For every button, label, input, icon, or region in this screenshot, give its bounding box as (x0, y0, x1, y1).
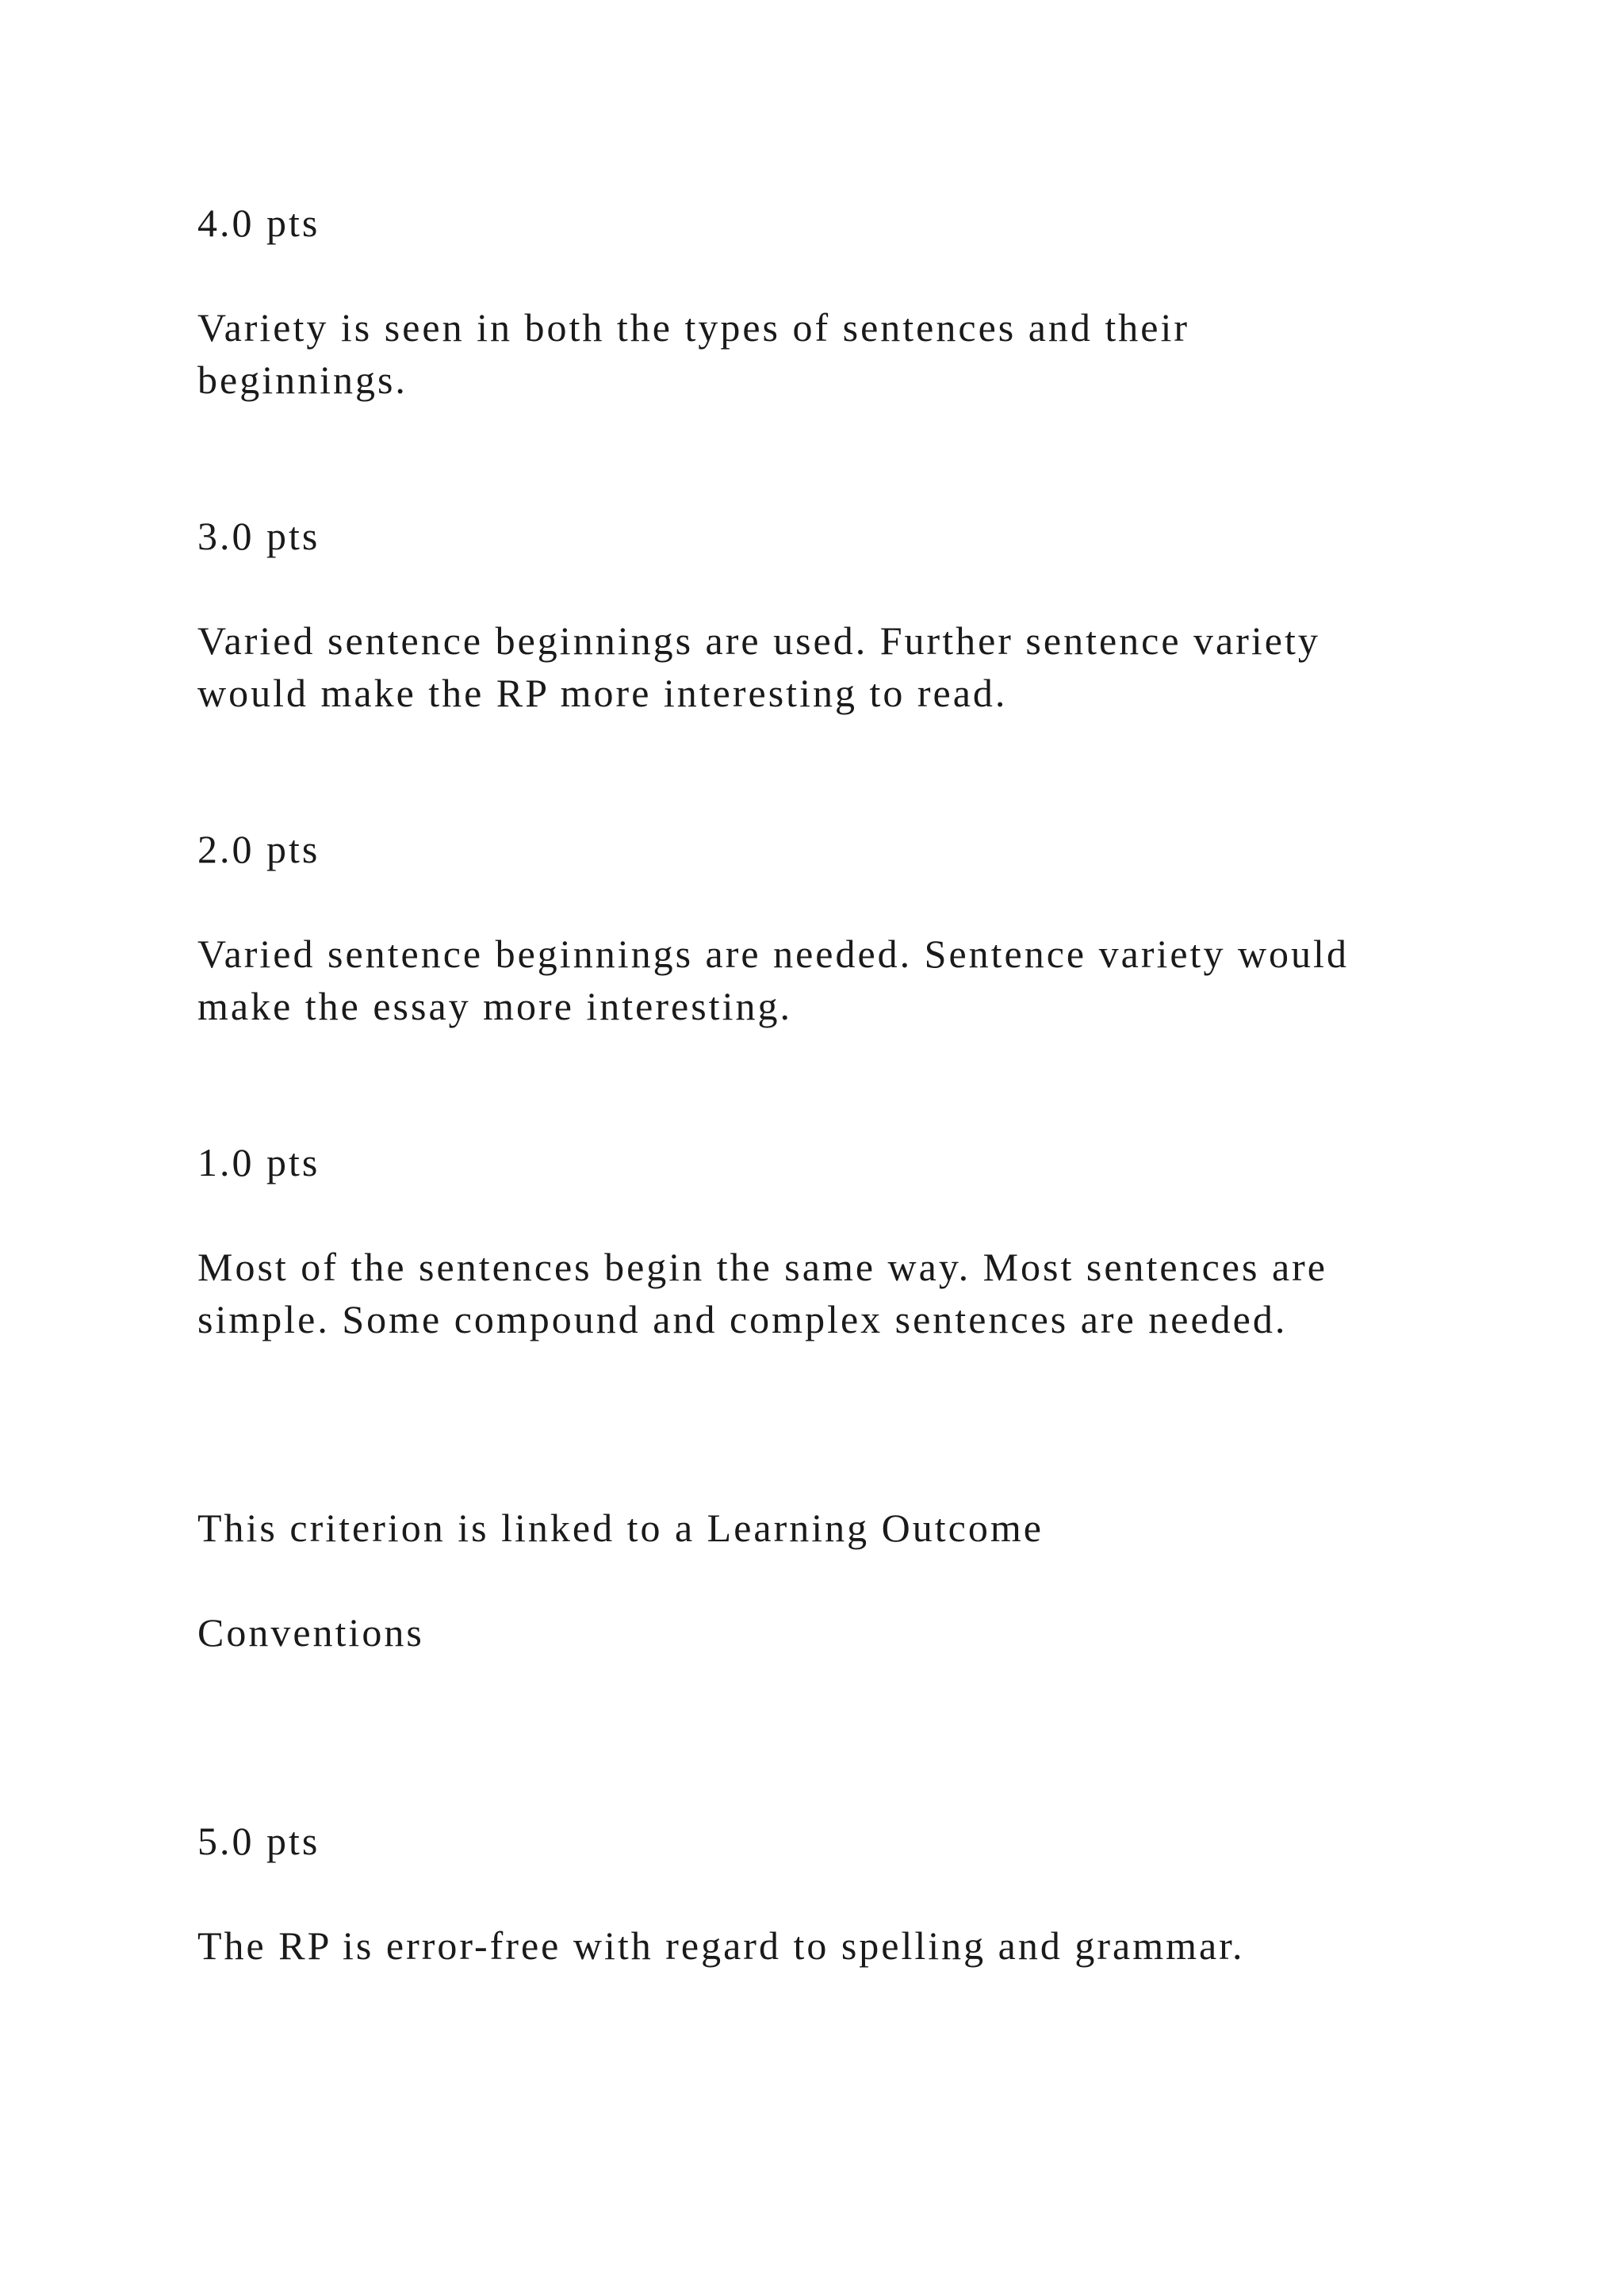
rating-description-2-line-1: Varied sentence beginnings are needed. Sentence variety would (197, 932, 1349, 976)
rating-description-3-line-2: would make the RP more interesting to read. (197, 671, 1008, 715)
rating-points-5: 5.0 pts (197, 1819, 320, 1863)
rating-description-4-line-1: Variety is seen in both the types of sentences and their (197, 305, 1190, 350)
rating-description-5-line-1: The RP is error-free with regard to spelling and grammar. (197, 1923, 1245, 1968)
rating-description-1-line-2: simple. Some compound and complex sentences are needed. (197, 1297, 1288, 1341)
criterion-title: Conventions (197, 1610, 424, 1655)
rating-description-2-line-2: make the essay more interesting. (197, 984, 792, 1028)
rating-points-2: 2.0 pts (197, 827, 320, 871)
learning-outcome-note: This criterion is linked to a Learning Outcome (197, 1506, 1044, 1550)
rating-points-3: 3.0 pts (197, 514, 320, 558)
rating-points-1: 1.0 pts (197, 1140, 320, 1184)
rating-description-4-line-2: beginnings. (197, 358, 408, 402)
rating-description-1-line-1: Most of the sentences begin the same way. Most sentences are (197, 1245, 1327, 1289)
rating-description-3-line-1: Varied sentence beginnings are used. Further sentence variety (197, 618, 1320, 663)
rating-points-4: 4.0 pts (197, 201, 320, 245)
